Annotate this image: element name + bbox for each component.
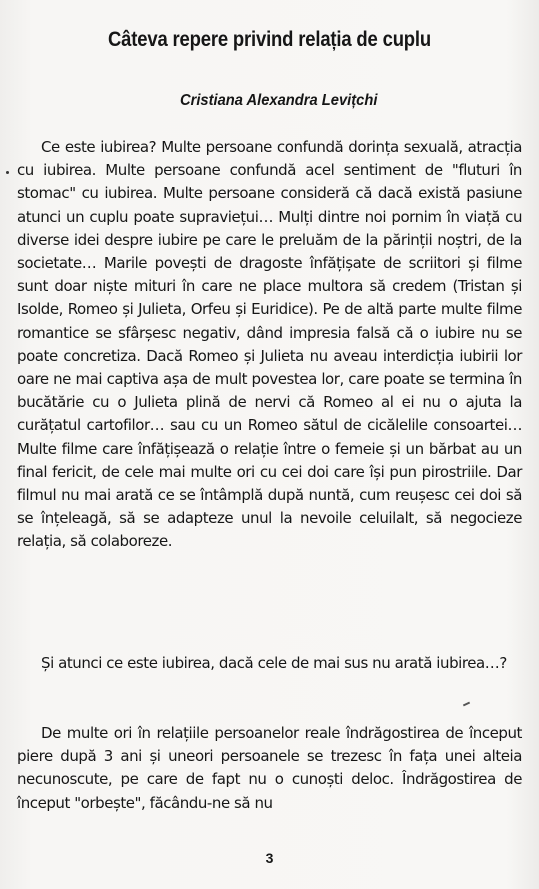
page-number: 3 (265, 850, 274, 866)
document-author: Cristiana Alexandra Levițchi (179, 92, 378, 109)
document-title: Câteva repere privind relația de cuplu (107, 28, 431, 51)
paragraph-2: Și atunci ce este iubirea, dacă cele de mai sus nu arată iubirea…? (41, 654, 507, 672)
paragraph-3: De multe ori în relațiile persoanelor reale îndrăgostirea de început piere după 3 ani și uneori persoanele se trezesc în fața unei alteia necunoscute, pe care de fapt nu o cunoști deloc. Îndrăgostirea de început "orbește", făcându-ne să nu (17, 724, 522, 812)
paragraph-1: Ce este iubirea? Multe persoane confundă dorința sexuală, atracția cu iubirea. Multe persoane confundă acel sentiment de "fluturi în stomac" cu iubirea. Multe persoane consideră că dacă există pasiune atunci un cuplu poate supraviețui… Mulți dintre noi pornim în viață cu diverse idei despre iubire pe care le preluăm de la părinții noștri, de la societate… Marile povești de dragoste înfățișate de scriitori și filme sunt doar niște mituri în care ne place multora să credem (Tristan și Isolde, Romeo și Julieta, Orfeu și Euridice). Pe de altă parte multe filme romantice se sfârșesc negativ, dând impresia falsă că o iubire nu se poate concretiza. Dacă Romeo și Julieta nu aveau interdicția iubirii lor oare ne mai captiva așa de mult povestea lor, care poate se termina în bucătărie cu o Julieta plină de nervi că Romeo al ei nu o ajuta la curățatul cartofilor… sau cu un Romeo sătul de cicălelile consoartei… Multe filme care înfățișează o relație între o femeie și un bărbat au un final fericit, de cele mai multe ori cu cei doi care își pun pirostriile. Dar filmul nu mai arată ce se întâmplă după nuntă, cum reușesc cei doi să se înțeleagă, să se adapteze unul la nevoile celuilalt, să negocieze relația, să colaboreze. (17, 138, 522, 551)
margin-dot (6, 171, 9, 174)
pen-mark (463, 702, 470, 707)
